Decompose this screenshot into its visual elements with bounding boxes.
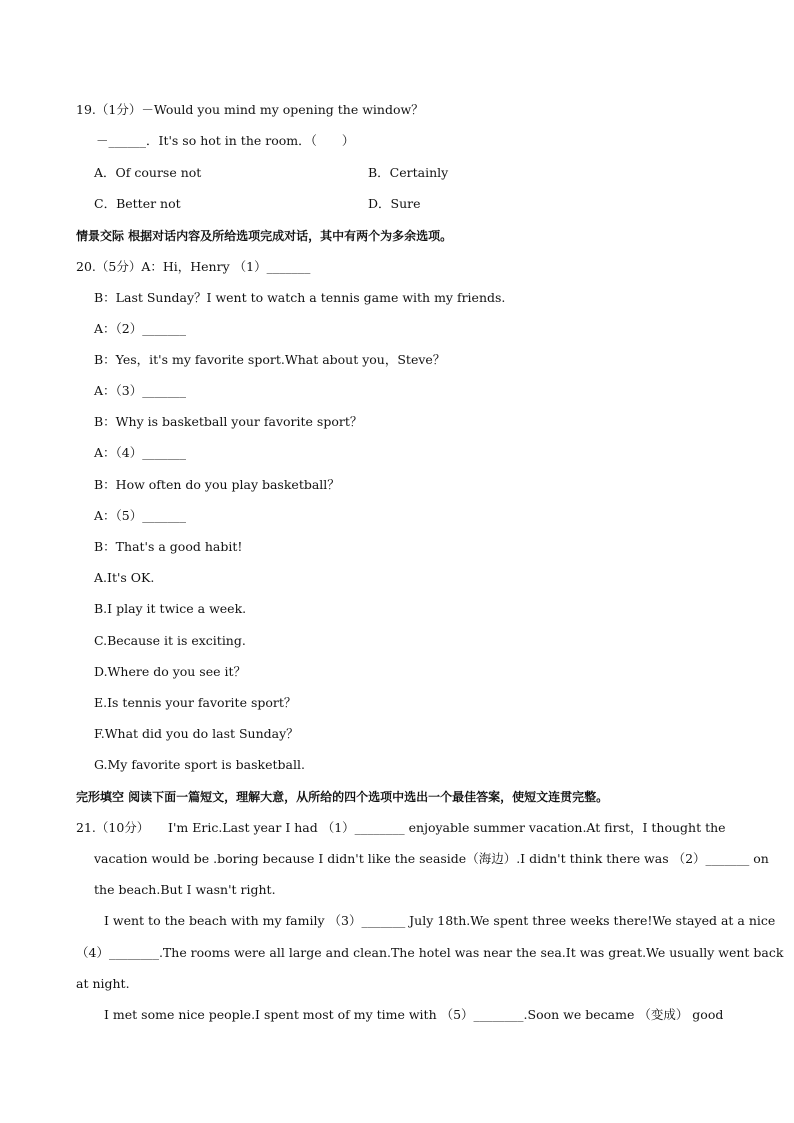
q20-choice: C.Because it is exciting. (94, 633, 246, 648)
q20-choice: F.What did you do last Sunday？ (94, 726, 299, 741)
q20-stem: 20.（5分）A：Hi，Henry （1）_______ (76, 259, 311, 274)
q20-choice: G.My favorite sport is basketball. (94, 757, 305, 772)
q20-dialogue-line: B：That's a good habit! (94, 539, 243, 554)
q21-passage-line: the beach.But I wasn't right. (94, 882, 276, 897)
q20-choice: A.It's OK. (94, 570, 155, 585)
q21-passage-line: （4）________.The rooms were all large and clean.The hotel was near the sea.It was great.We usually went back (76, 945, 784, 960)
q21-passage-line: vacation would be .boring because I didn't like the seaside（海边）.I didn't think there was （2）_______ on (94, 851, 769, 866)
q21-passage-line: I met some nice people.I spent most of my time with （5）________.Soon we became （变成） good (104, 1007, 724, 1022)
q20-dialogue-line: A：（3）_______ (94, 383, 186, 398)
q20-dialogue-line: B：Yes，it's my favorite sport.What about you，Steve？ (94, 352, 446, 367)
q20-dialogue-line: A：（5）_______ (94, 508, 186, 523)
q21-passage-line: I went to the beach with my family （3）_______ July 18th.We spent three weeks there!We stayed at a nice (104, 913, 776, 928)
q20-dialogue-line: A：（4）_______ (94, 445, 186, 460)
q20-dialogue-line: A：（2）_______ (94, 321, 186, 336)
q20-dialogue-line: B：Why is basketball your favorite sport？ (94, 414, 363, 429)
section-heading-dialogue: 情景交际 根据对话内容及所给选项完成对话，其中有两个为多余选项。 (76, 229, 453, 243)
q19-option-c[interactable]: C．Better not (94, 196, 181, 211)
q20-choice: B.I play it twice a week. (94, 601, 247, 616)
q19-option-d[interactable]: D．Sure (368, 196, 421, 211)
section-heading-cloze: 完形填空 阅读下面一篇短文，理解大意，从所给的四个选项中选出一个最佳答案，使短文连贯完整。 (76, 790, 609, 804)
q21-passage-line: 21.（10分） I'm Eric.Last year I had （1）________ enjoyable summer vacation.At first，I thought the (76, 820, 726, 835)
q19-stem: 19.（1分）－Would you mind my opening the window？ (76, 102, 424, 117)
q20-dialogue-line: B：How often do you play basketball？ (94, 477, 340, 492)
q19-answer-line: －______．It's so hot in the room．（ ） (96, 133, 355, 148)
q20-dialogue-line: B：Last Sunday？I went to watch a tennis game with my friends. (94, 290, 506, 305)
q20-choice: E.Is tennis your favorite sport？ (94, 695, 297, 710)
q21-passage-line: at night. (76, 976, 130, 991)
q19-option-b[interactable]: B．Certainly (368, 165, 449, 180)
q19-option-a[interactable]: A．Of course not (94, 165, 202, 180)
q20-choice: D.Where do you see it？ (94, 664, 247, 679)
